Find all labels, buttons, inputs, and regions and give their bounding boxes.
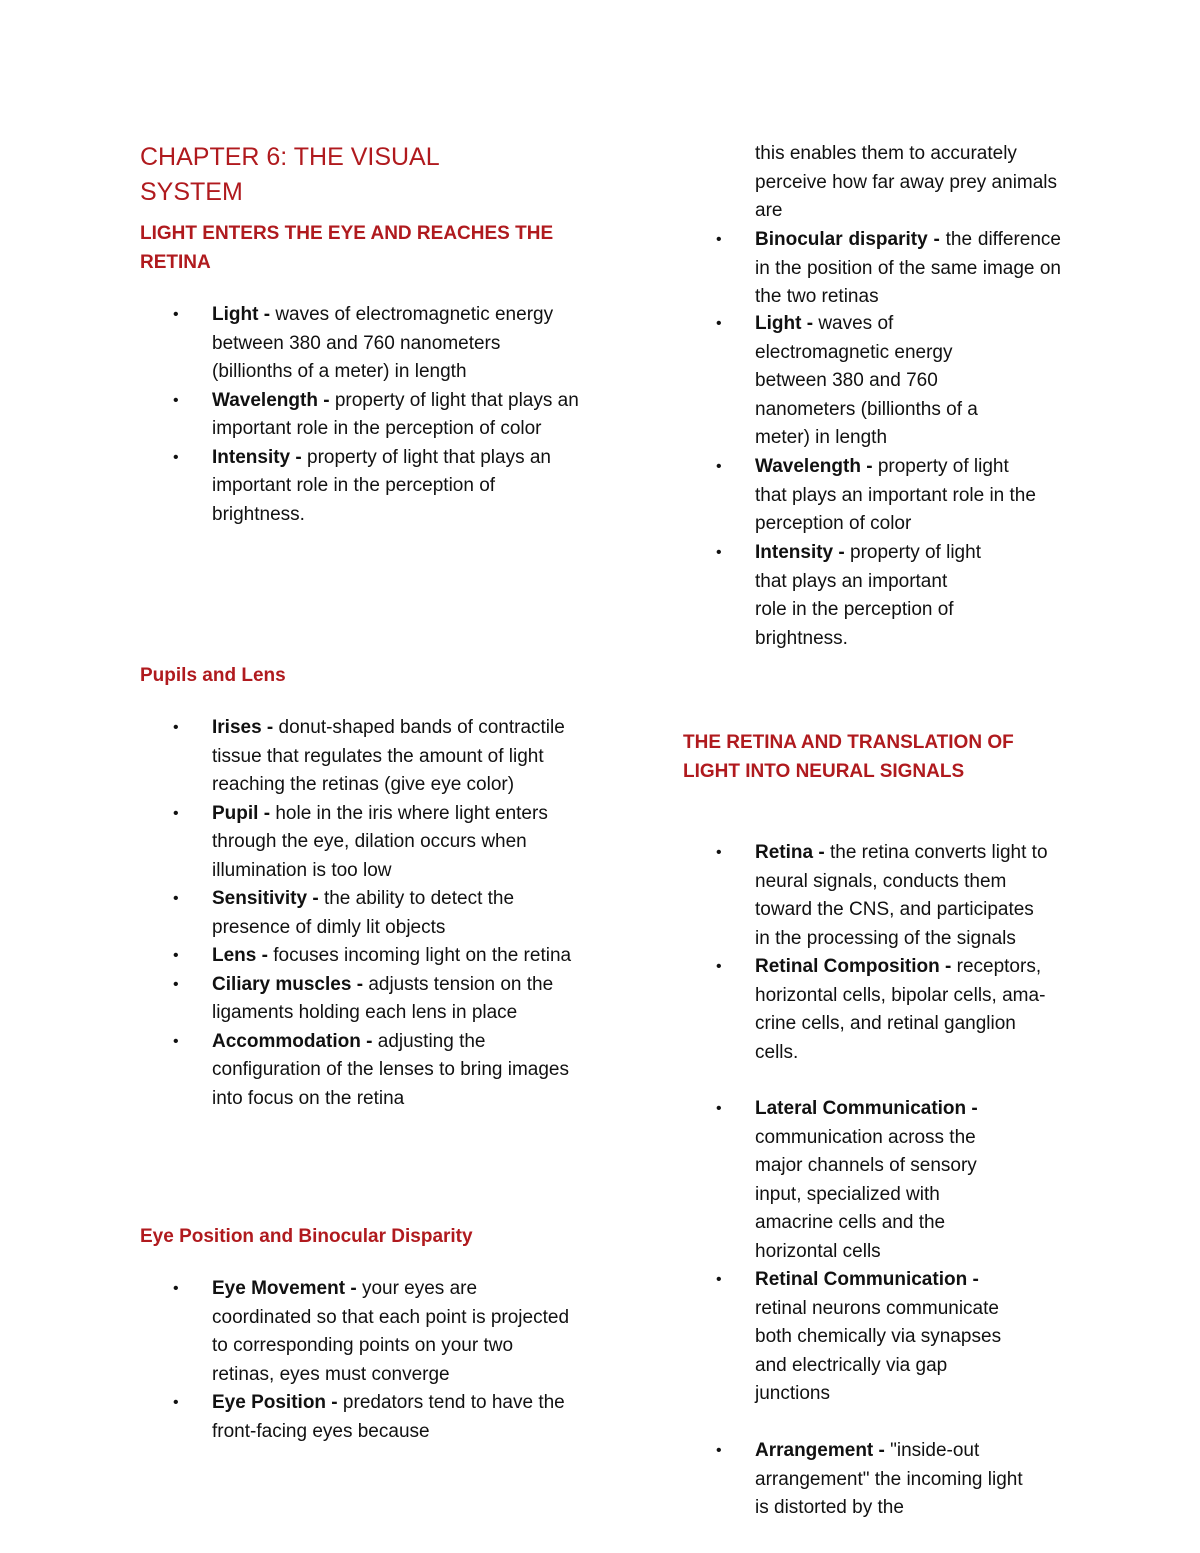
term: Wavelength (212, 389, 318, 411)
definition: focuses incoming light on the retina (273, 945, 572, 966)
definition: donut-shaped bands of contractile tissue that regulates the amount of light reaching the retinas (give eye color) (212, 717, 565, 795)
term: Sensitivity (212, 888, 308, 909)
term: Accommodation (212, 1030, 361, 1052)
light-enters-list (140, 301, 580, 529)
term: Wavelength (755, 456, 861, 477)
retina-communication-list (683, 1266, 1003, 1409)
term: Binocular disparity (755, 229, 928, 250)
list-item: • Irises - donut-shaped bands of contractile tissue that regulates the amount of light reaching the retinas (give eye color) (140, 714, 580, 800)
term: Irises (212, 717, 262, 738)
definition: adjusts tension on the ligaments holding each lens in place (212, 973, 554, 1023)
list-item: • Intensity - property of light that plays an important role in the perception of brightness. (683, 539, 983, 653)
term: Light (755, 313, 802, 334)
term: Eye Movement (212, 1278, 346, 1299)
definition: predators tend to have the front-facing eyes because (212, 1392, 565, 1442)
term: Lens (212, 945, 257, 966)
pupils-lens-list (140, 714, 580, 1113)
definition: property of light that plays an important role in the perception of brightness. (755, 542, 981, 649)
term: Intensity (212, 446, 291, 468)
eye-position-list (140, 1275, 580, 1446)
list-item: • Wavelength - property of light that plays an important role in the perception of color (683, 453, 1043, 539)
section-heading-eye-position: Eye Position and Binocular Disparity (140, 1226, 473, 1247)
definition: property of light that plays an important role in the perception of brightness. (212, 446, 551, 525)
section-heading-light-enters: LIGHT ENTERS THE EYE AND REACHES THE RETINA (140, 223, 554, 273)
repeated-wavelength-list (683, 453, 1043, 539)
list-item: • Retinal Communication - retinal neurons communicate both chemically via synapses and electrically via gap junctions (683, 1266, 1003, 1409)
repeated-intensity-list (683, 539, 983, 653)
list-item: • Eye Position - predators tend to have the front-facing eyes because (140, 1389, 580, 1446)
continuation-text: this enables them to accurately perceive how far away prey animals are (755, 143, 1058, 221)
definition: the ability to detect the presence of dimly lit objects (212, 888, 515, 938)
definition: hole in the iris where light enters through the eye, dilation occurs when illumination is too low (212, 802, 548, 881)
section-heading-retina-translation: THE RETINA AND TRANSLATION OF LIGHT INTO NEURAL SIGNALS (683, 732, 1014, 782)
retina-lateral-list (683, 1095, 1023, 1266)
definition: "inside-out arrangement" the incoming light is distorted by the (755, 1440, 1023, 1518)
chapter-title: CHAPTER 6: THE VISUAL SYSTEM (140, 143, 439, 206)
list-item: • Lateral Communication - communication across the major channels of sensory input, specialized with amacrine cells and the horizontal cells (683, 1095, 1023, 1266)
list-item: • Sensitivity - the ability to detect the presence of dimly lit objects (140, 885, 580, 942)
retina-translation-list (683, 839, 1051, 1067)
list-item: • Arrangement - "inside-out arrangement" the incoming light is distorted by the (683, 1437, 1023, 1523)
definition: waves of electromagnetic energy between 380 and 760 nanometers (billionths of a meter) in length (755, 313, 978, 448)
definition: retinal neurons communicate both chemically via synapses and electrically via gap junctions (755, 1297, 1002, 1404)
definition: the retina converts light to neural signals, conducts them toward the CNS, and participates in the processing of the signals (755, 842, 1048, 949)
term: Arrangement (755, 1440, 874, 1461)
term: Light (212, 304, 259, 325)
list-item: • Pupil - hole in the iris where light enters through the eye, dilation occurs when illumination is too low (140, 800, 580, 886)
list-item: • Light - waves of electromagnetic energy between 380 and 760 nanometers (billionths of a meter) in length (140, 301, 580, 387)
definition: your eyes are coordinated so that each point is projected to corresponding points on your two retinas, eyes must converge (212, 1278, 570, 1385)
term: Eye Position (212, 1392, 327, 1413)
term: Intensity (755, 542, 834, 563)
term: Ciliary muscles (212, 973, 352, 995)
definition: receptors, horizontal cells, bipolar cells, ama- crine cells, and retinal ganglion cells. (755, 956, 1046, 1063)
term: Retina (755, 842, 814, 863)
definition: communication across the major channels of sensory input, specialized with amacrine cells and the horizontal cells (755, 1126, 977, 1262)
list-item: • Ciliary muscles - adjusts tension on the ligaments holding each lens in place (140, 971, 580, 1028)
definition: property of light that plays an important role in the perception of color (212, 389, 579, 439)
list-item: • Binocular disparity - the difference in the position of the same image on the two retinas (683, 226, 1061, 312)
definition: the difference in the position of the same image on the two retinas (755, 229, 1061, 307)
list-item: • Wavelength - property of light that plays an important role in the perception of color (140, 387, 580, 444)
list-item: • Light - waves of electromagnetic energy between 380 and 760 nanometers (billionths of a meter) in length (683, 310, 1013, 453)
repeated-light-list (683, 310, 1013, 453)
eye-position-list-continued (683, 226, 1061, 312)
definition: waves of electromagnetic energy between 380 and 760 nanometers (billionths of a meter) in length (212, 304, 554, 382)
list-item: • Lens - focuses incoming light on the retina (140, 942, 580, 971)
definition: property of light that plays an important role in the perception of color (755, 456, 1036, 534)
term: Lateral Communication (755, 1098, 967, 1119)
definition: adjusting the configuration of the lenses to bring images into focus on the retina (212, 1030, 569, 1109)
term: Pupil (212, 802, 259, 824)
list-item: • Accommodation - adjusting the configuration of the lenses to bring images into focus on the retina (140, 1028, 580, 1114)
term: Retinal Composition (755, 956, 940, 977)
list-item: • Retina - the retina converts light to neural signals, conducts them toward the CNS, and participates in the processing of the signals (683, 839, 1051, 953)
term: Retinal Communication (755, 1269, 968, 1290)
retina-arrangement-list (683, 1437, 1023, 1523)
list-item: • Intensity - property of light that plays an important role in the perception of brightness. (140, 444, 580, 530)
section-heading-pupils-lens: Pupils and Lens (140, 665, 286, 686)
list-item: • Eye Movement - your eyes are coordinated so that each point is projected to corresponding points on your two retinas, eyes must converge (140, 1275, 580, 1389)
list-item: • Retinal Composition - receptors, horizontal cells, bipolar cells, ama- crine cells, and retinal ganglion cells. (683, 953, 1051, 1067)
